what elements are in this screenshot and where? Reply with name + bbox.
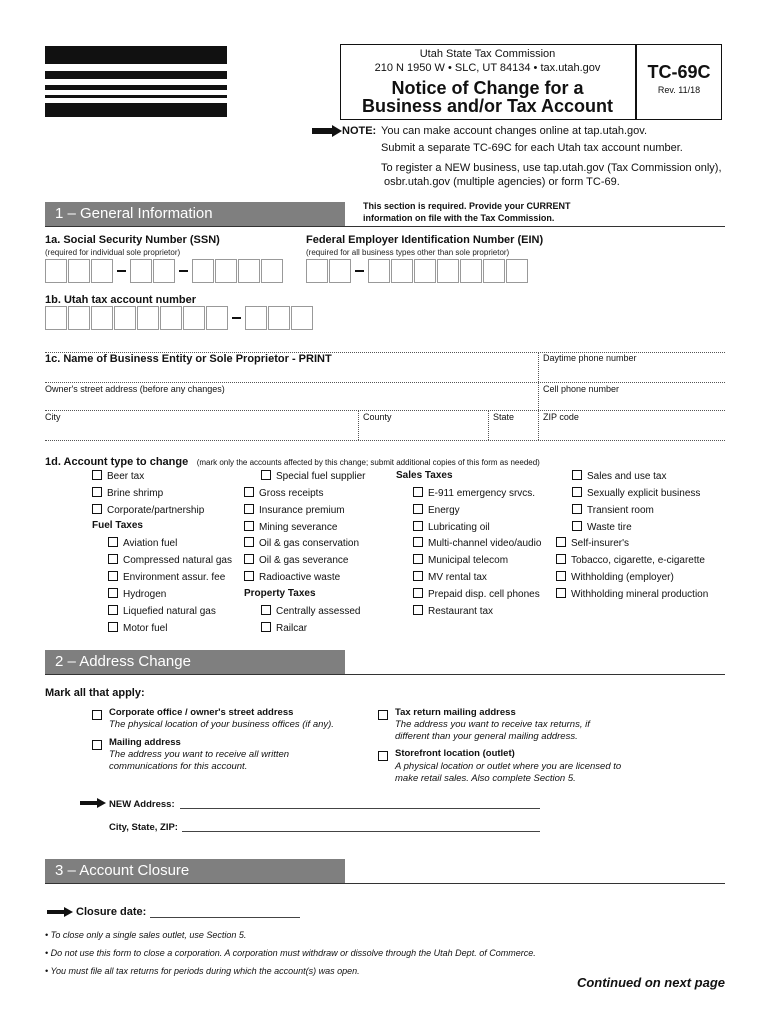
section1-title: 1 – General Information xyxy=(45,202,345,226)
daytime-phone-field[interactable] xyxy=(542,366,724,382)
checkbox-box[interactable] xyxy=(413,521,423,531)
ein-digit-box[interactable] xyxy=(437,259,459,283)
checkbox-label: Hydrogen xyxy=(123,589,167,600)
city-label: City xyxy=(45,412,61,422)
ein-digit-box[interactable] xyxy=(368,259,390,283)
corporate-office-title: Corporate office / owner's street address xyxy=(109,707,294,718)
utah-account-digit-box[interactable] xyxy=(45,306,67,330)
grid-rule xyxy=(45,440,725,441)
checkbox-box[interactable] xyxy=(261,605,271,615)
utah-account-digit-box[interactable] xyxy=(291,306,313,330)
checkbox-tobacco[interactable] xyxy=(556,554,705,566)
form-number: TC-69C xyxy=(647,62,711,82)
logo-bar xyxy=(45,95,227,98)
closure-date-line[interactable] xyxy=(150,917,300,918)
checkbox-label: Municipal telecom xyxy=(428,555,509,566)
checkbox-special-fuel-supplier[interactable] xyxy=(261,470,366,482)
checkbox-box[interactable] xyxy=(572,521,582,531)
checkbox-box[interactable] xyxy=(92,504,102,514)
ein-digit-box[interactable] xyxy=(329,259,351,283)
checkbox-box[interactable] xyxy=(413,605,423,615)
checkbox-oil-gas-severance[interactable] xyxy=(244,554,349,566)
agency-address: 210 N 1950 W • SLC, UT 84134 • tax.utah.gov xyxy=(374,62,601,74)
checkbox-storefront-location[interactable] xyxy=(378,747,393,765)
checkbox-waste-tire[interactable] xyxy=(572,521,632,533)
checkbox-box[interactable] xyxy=(108,537,118,547)
checkbox-box[interactable] xyxy=(244,521,254,531)
checkbox-label: Insurance premium xyxy=(259,505,345,516)
ssn-label: 1a. Social Security Number (SSN) xyxy=(45,234,220,246)
note-line2: Submit a separate TC-69C for each Utah tax account number. xyxy=(381,142,683,154)
ein-digit-box[interactable] xyxy=(506,259,528,283)
checkbox-label: Environment assur. fee xyxy=(123,572,226,583)
ssn-digit-box[interactable] xyxy=(261,259,283,283)
checkbox-box[interactable] xyxy=(556,588,566,598)
utah-account-dash xyxy=(232,317,241,319)
ssn-digit-box[interactable] xyxy=(45,259,67,283)
utah-account-label: 1b. Utah tax account number xyxy=(45,294,196,306)
checkbox-label: Energy xyxy=(428,505,460,516)
checkbox-railcar[interactable] xyxy=(261,622,307,634)
checkbox-box[interactable] xyxy=(556,554,566,564)
new-address-arrow-icon xyxy=(80,798,106,808)
ssn-digit-box[interactable] xyxy=(238,259,260,283)
mark-all-label: Mark all that apply: xyxy=(45,687,145,699)
tax-return-mailing-title: Tax return mailing address xyxy=(395,707,516,718)
cell-phone-field[interactable] xyxy=(542,395,724,411)
checkbox-prepaid-cell-phones[interactable] xyxy=(413,588,540,600)
owner-address-label: Owner's street address (before any changes) xyxy=(45,384,225,394)
checkbox-gross-receipts[interactable] xyxy=(244,487,323,499)
ein-digit-box[interactable] xyxy=(460,259,482,283)
sales-taxes-heading: Sales Taxes xyxy=(396,470,453,481)
note-arrow-icon xyxy=(312,125,342,137)
utah-account-digit-box[interactable] xyxy=(160,306,182,330)
section3-title: 3 – Account Closure xyxy=(45,859,345,883)
business-name-field[interactable] xyxy=(45,366,535,382)
logo-bar xyxy=(45,85,227,90)
checkbox-label: MV rental tax xyxy=(428,572,487,583)
checkbox-radioactive-waste[interactable] xyxy=(244,571,340,583)
checkbox-label: Liquefied natural gas xyxy=(123,606,216,617)
city-state-zip-label: City, State, ZIP: xyxy=(109,822,178,833)
ein-dash xyxy=(355,270,364,272)
storefront-desc1: A physical location or outlet where you are licensed to xyxy=(395,761,622,772)
checkbox-mv-rental-tax[interactable] xyxy=(413,571,487,583)
ein-label: Federal Employer Identification Number (EIN) xyxy=(306,234,544,246)
grid-vrule xyxy=(538,352,539,440)
required-note-line1: This section is required. Provide your CURRENT xyxy=(363,201,571,211)
checkbox-insurance-premium[interactable] xyxy=(244,504,345,516)
storefront-desc2: make retail sales. Also complete Section 5. xyxy=(395,773,576,784)
checkbox-environment-assur-fee[interactable] xyxy=(108,571,225,583)
checkbox-box[interactable] xyxy=(378,710,388,720)
checkbox-transient-room[interactable] xyxy=(572,504,654,516)
checkbox-label: Transient room xyxy=(587,505,654,516)
checkbox-label: Waste tire xyxy=(587,522,632,533)
checkbox-label: Withholding mineral production xyxy=(571,589,709,600)
checkbox-label: Motor fuel xyxy=(123,623,168,634)
checkbox-label: Tobacco, cigarette, e-cigarette xyxy=(571,555,705,566)
form-title-line1: Notice of Change for a xyxy=(391,78,584,98)
utah-account-digit-box[interactable] xyxy=(68,306,90,330)
checkbox-box[interactable] xyxy=(244,487,254,497)
section2-title: 2 – Address Change xyxy=(45,650,345,674)
checkbox-box[interactable] xyxy=(413,588,423,598)
corporate-office-desc: The physical location of your business offices (if any). xyxy=(109,719,334,730)
checkbox-centrally-assessed[interactable] xyxy=(261,605,360,617)
logo-bar xyxy=(45,71,227,79)
mailing-address-desc1: The address you want to receive all written xyxy=(109,749,290,760)
checkbox-box[interactable] xyxy=(572,504,582,514)
ssn-digit-box[interactable] xyxy=(91,259,113,283)
utah-account-digit-box[interactable] xyxy=(91,306,113,330)
grid-vrule xyxy=(358,410,359,440)
closure-bullet-3: • You must file all tax returns for periods during which the account(s) was open. xyxy=(45,966,360,976)
checkbox-label: Brine shrimp xyxy=(107,488,164,499)
account-type-hint: (mark only the accounts affected by this change; submit additional copies of this form as needed) xyxy=(196,458,540,467)
new-address-line[interactable] xyxy=(180,808,540,809)
checkbox-label: Compressed natural gas xyxy=(123,555,232,566)
checkbox-self-insurers[interactable] xyxy=(556,537,629,549)
checkbox-box[interactable] xyxy=(92,740,102,750)
zip-field[interactable] xyxy=(542,424,724,438)
checkbox-label: Gross receipts xyxy=(259,488,324,499)
owner-address-field[interactable] xyxy=(45,395,535,411)
checkbox-tax-return-mailing[interactable] xyxy=(378,706,393,724)
checkbox-sales-and-use-tax[interactable] xyxy=(572,470,667,482)
checkbox-box[interactable] xyxy=(108,588,118,598)
checkbox-box[interactable] xyxy=(413,554,423,564)
utah-account-digit-box[interactable] xyxy=(268,306,290,330)
checkbox-box[interactable] xyxy=(572,470,582,480)
checkbox-box[interactable] xyxy=(92,710,102,720)
new-address-label: NEW Address: xyxy=(109,799,175,810)
checkbox-label: Withholding (employer) xyxy=(571,572,674,583)
zip-label: ZIP code xyxy=(543,412,579,422)
checkbox-label: Sales and use tax xyxy=(587,471,667,482)
ssn-digit-box[interactable] xyxy=(153,259,175,283)
ein-hint: (required for all business types other than sole proprietor) xyxy=(306,248,510,257)
business-name-label: 1c. Name of Business Entity or Sole Proprietor - PRINT xyxy=(45,353,332,365)
checkbox-withholding-mineral[interactable] xyxy=(556,588,708,600)
checkbox-label: E-911 emergency srvcs. xyxy=(428,488,536,499)
storefront-title: Storefront location (outlet) xyxy=(395,748,515,759)
tax-return-mailing-desc2: different than your general mailing address. xyxy=(395,731,578,742)
closure-bullet-1: • To close only a single sales outlet, use Section 5. xyxy=(45,930,247,940)
checkbox-oil-gas-conservation[interactable] xyxy=(244,537,359,549)
checkbox-label: Radioactive waste xyxy=(259,572,341,583)
section3-rule xyxy=(45,883,725,884)
checkbox-municipal-telecom[interactable] xyxy=(413,554,508,566)
city-state-zip-line[interactable] xyxy=(182,831,540,832)
checkbox-box[interactable] xyxy=(108,605,118,615)
checkbox-box[interactable] xyxy=(413,537,423,547)
state-field[interactable] xyxy=(492,424,536,438)
checkbox-label: Corporate/partnership xyxy=(107,505,205,516)
checkbox-e911-emergency[interactable] xyxy=(413,487,535,499)
checkbox-label: Oil & gas severance xyxy=(259,555,349,566)
continued-next-page: Continued on next page xyxy=(576,975,725,990)
section2-rule xyxy=(45,674,725,675)
checkbox-aviation-fuel[interactable] xyxy=(108,537,177,549)
checkbox-label: Restaurant tax xyxy=(428,606,494,617)
checkbox-box[interactable] xyxy=(556,537,566,547)
checkbox-label: Mining severance xyxy=(259,522,338,533)
checkbox-box[interactable] xyxy=(556,571,566,581)
checkbox-label: Centrally assessed xyxy=(276,606,361,617)
tax-return-mailing-desc1: The address you want to receive tax returns, if xyxy=(395,719,590,730)
checkbox-corporate-office[interactable] xyxy=(92,706,107,724)
ein-digit-box[interactable] xyxy=(414,259,436,283)
checkbox-multi-channel-video[interactable] xyxy=(413,537,541,549)
utah-account-digit-box[interactable] xyxy=(245,306,267,330)
checkbox-label: Railcar xyxy=(276,623,308,634)
checkbox-withholding-employer[interactable] xyxy=(556,571,674,583)
checkbox-energy[interactable] xyxy=(413,504,460,516)
checkbox-box[interactable] xyxy=(244,537,254,547)
note-line4: osbr.utah.gov (multiple agencies) or form TC-69. xyxy=(384,176,620,188)
checkbox-liquefied-natural-gas[interactable] xyxy=(108,605,216,617)
note-label: NOTE: xyxy=(342,125,377,137)
checkbox-label: Aviation fuel xyxy=(123,538,178,549)
checkbox-label: Lubricating oil xyxy=(428,522,490,533)
ein-digit-box[interactable] xyxy=(391,259,413,283)
ein-digit-box[interactable] xyxy=(483,259,505,283)
checkbox-box[interactable] xyxy=(244,571,254,581)
logo-bar xyxy=(45,103,227,117)
checkbox-box[interactable] xyxy=(572,487,582,497)
checkbox-mining-severance[interactable] xyxy=(244,521,337,533)
utah-account-digit-box[interactable] xyxy=(114,306,136,330)
checkbox-mailing-address[interactable] xyxy=(92,736,107,754)
checkbox-motor-fuel[interactable] xyxy=(108,622,167,634)
mailing-address-title: Mailing address xyxy=(109,737,181,748)
checkbox-box[interactable] xyxy=(92,487,102,497)
section1-rule xyxy=(45,226,725,227)
agency-name: Utah State Tax Commission xyxy=(419,48,556,60)
daytime-phone-label: Daytime phone number xyxy=(543,353,637,363)
grid-rule xyxy=(45,382,725,383)
note-line1: You can make account changes online at tap.utah.gov. xyxy=(381,125,648,137)
checkbox-box[interactable] xyxy=(108,571,118,581)
ein-digit-box[interactable] xyxy=(306,259,328,283)
ssn-digit-box[interactable] xyxy=(215,259,237,283)
mailing-address-desc2: communications for this account. xyxy=(109,761,248,772)
checkbox-compressed-natural-gas[interactable] xyxy=(108,554,232,566)
checkbox-box[interactable] xyxy=(261,470,271,480)
checkbox-hydrogen[interactable] xyxy=(108,588,166,600)
checkbox-lubricating-oil[interactable] xyxy=(413,521,490,533)
checkbox-label: Multi-channel video/audio xyxy=(428,538,542,549)
checkbox-label: Sexually explicit business xyxy=(587,488,701,499)
checkbox-box[interactable] xyxy=(413,487,423,497)
checkbox-restaurant-tax[interactable] xyxy=(413,605,493,617)
county-label: County xyxy=(363,412,392,422)
checkbox-label: Self-insurer's xyxy=(571,538,630,549)
county-field[interactable] xyxy=(362,424,486,438)
account-type-label: 1d. Account type to change xyxy=(45,456,189,468)
ssn-digit-box[interactable] xyxy=(130,259,152,283)
closure-bullet-2: • Do not use this form to close a corporation. A corporation must withdraw or dissolve through the Utah Dept. of Commerce. xyxy=(45,948,536,958)
checkbox-beer-tax[interactable] xyxy=(92,470,144,482)
form-revision: Rev. 11/18 xyxy=(657,85,701,95)
checkbox-box[interactable] xyxy=(108,622,118,632)
checkbox-box[interactable] xyxy=(244,554,254,564)
checkbox-brine-shrimp[interactable] xyxy=(92,487,163,499)
grid-rule xyxy=(45,410,725,411)
checkbox-box[interactable] xyxy=(92,470,102,480)
utah-account-digit-box[interactable] xyxy=(183,306,205,330)
checkbox-box[interactable] xyxy=(261,622,271,632)
checkbox-label: Special fuel supplier xyxy=(276,471,366,482)
checkbox-box[interactable] xyxy=(378,751,388,761)
checkbox-label: Prepaid disp. cell phones xyxy=(428,589,540,600)
utah-account-digit-box[interactable] xyxy=(206,306,228,330)
cell-phone-label: Cell phone number xyxy=(543,384,620,394)
checkbox-box[interactable] xyxy=(108,554,118,564)
fuel-taxes-heading: Fuel Taxes xyxy=(92,520,143,531)
checkbox-box[interactable] xyxy=(244,504,254,514)
ssn-hint: (required for individual sole proprietor) xyxy=(45,248,181,257)
property-taxes-heading: Property Taxes xyxy=(244,588,316,599)
state-label: State xyxy=(493,412,515,422)
ssn-digit-box[interactable] xyxy=(68,259,90,283)
logo-bar xyxy=(45,46,227,64)
grid-vrule xyxy=(488,410,489,440)
checkbox-corporate-partnership[interactable] xyxy=(92,504,204,516)
checkbox-label: Beer tax xyxy=(107,471,145,482)
required-note-line2: information on file with the Tax Commission. xyxy=(363,213,555,223)
closure-date-arrow-icon xyxy=(47,907,73,917)
checkbox-label: Oil & gas conservation xyxy=(259,538,360,549)
ssn-dash xyxy=(117,270,126,272)
checkbox-box[interactable] xyxy=(413,571,423,581)
checkbox-box[interactable] xyxy=(413,504,423,514)
closure-date-label: Closure date: xyxy=(76,906,147,918)
account-type-heading xyxy=(45,452,540,470)
utah-account-digit-box[interactable] xyxy=(137,306,159,330)
ssn-digit-box[interactable] xyxy=(192,259,214,283)
city-field[interactable] xyxy=(45,424,355,438)
note-line3: To register a NEW business, use tap.utah.gov (Tax Commission only), xyxy=(381,162,722,174)
form-title-line2: Business and/or Tax Account xyxy=(361,96,614,116)
checkbox-sexually-explicit-business[interactable] xyxy=(572,487,700,499)
ssn-dash xyxy=(179,270,188,272)
